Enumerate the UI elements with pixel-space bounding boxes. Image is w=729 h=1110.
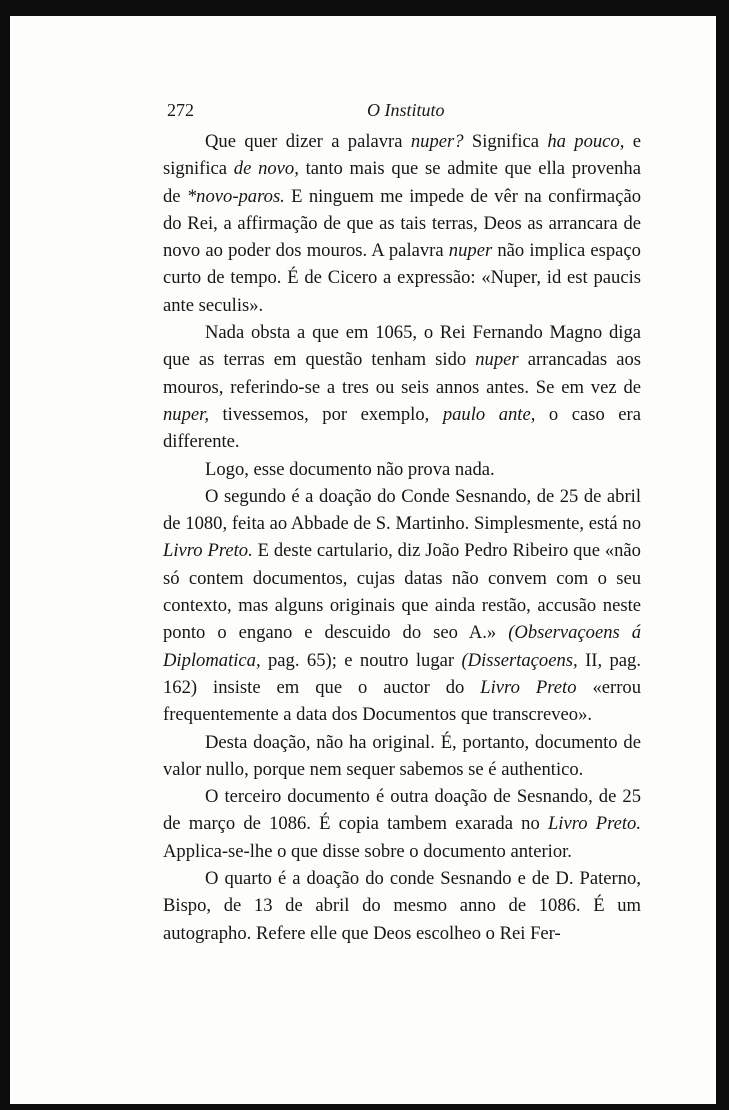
running-title: O Instituto [367, 100, 445, 120]
paragraph: Desta doação, não ha original. É, portanto, documento de valor nullo, porque nem sequer sabemos se é authentico. [163, 731, 641, 780]
paragraph: Que quer dizer a palavra nuper? Significa ha pouco, e significa de novo, tanto mais que se admite que ella provenha de *novo-paros. E ninguem me impede de vêr na confirmação do Rei, a affirmação de que as tais terras, Deos as arrancara de novo ao poder dos mouros. A palavra nuper não implica espaço curto de tempo. É de Cicero a expressão: «Nuper, id est paucis ante seculis». [163, 131, 641, 316]
paragraph: Nada obsta a que em 1065, o Rei Fernando Magno diga que as terras em questão tenham sido nuper arrancadas aos mouros, referindo-se a tres ou seis annos antes. Se em vez de nuper, tivessemos, por exemplo, paulo ante, o caso era differente. [163, 322, 642, 453]
paragraph: O quarto é a doação do conde Sesnando e de D. Paterno, Bispo, de 13 de abril do mesmo anno de 1086. É um autographo. Refere elle que Deos escolheo o Rei Fer- [163, 868, 641, 944]
italic-term: de novo, [233, 158, 299, 180]
italic-term: *novo-paros. [186, 185, 285, 207]
paragraph: O terceiro documento é outra doação de Sesnando, de 25 de março de 1086. É copia tambem exarada no Livro Preto. Applica-se-lhe o que disse sobre o documento anterior. [163, 786, 641, 862]
italic-term: paulo ante, [442, 403, 536, 425]
italic-term: (Dissertaçoens, [461, 649, 578, 671]
italic-term: Livro Preto [480, 676, 577, 698]
paragraph: Logo, esse documento não prova nada. [205, 458, 495, 480]
body-text [163, 128, 641, 947]
italic-term: ha pouco, [547, 131, 625, 152]
italic-term: (Observaçoens á Diplomatica, [163, 622, 641, 671]
italic-term: nuper? [410, 131, 464, 152]
page-number: 272 [167, 100, 194, 120]
page-header [167, 100, 647, 126]
italic-term: nuper, [163, 403, 209, 425]
italic-term: nuper [475, 349, 519, 371]
italic-term: Livro Preto. [163, 540, 253, 562]
italic-term: nuper [448, 240, 493, 262]
italic-term: Livro Preto. [547, 813, 641, 835]
paragraph: O segundo é a doação do Conde Sesnando, de 25 de abril de 1080, feita ao Abbade de S. Martinho. Simplesmente, está no Livro Preto. E deste cartulario, diz João Pedro Ribeiro que «não só contem documentos, cujas datas não convem com o seu contexto, mas alguns originais que ainda restão, accusão neste ponto o engano e descuido do seo A.» (Observaçoens á Diplomatica, pag. 65); e noutro lugar (Dissertaçoens, II, pag. 162) insiste em que o auctor do Livro Preto «errou frequentemente a data dos Documentos que transcreveo». [163, 485, 641, 726]
